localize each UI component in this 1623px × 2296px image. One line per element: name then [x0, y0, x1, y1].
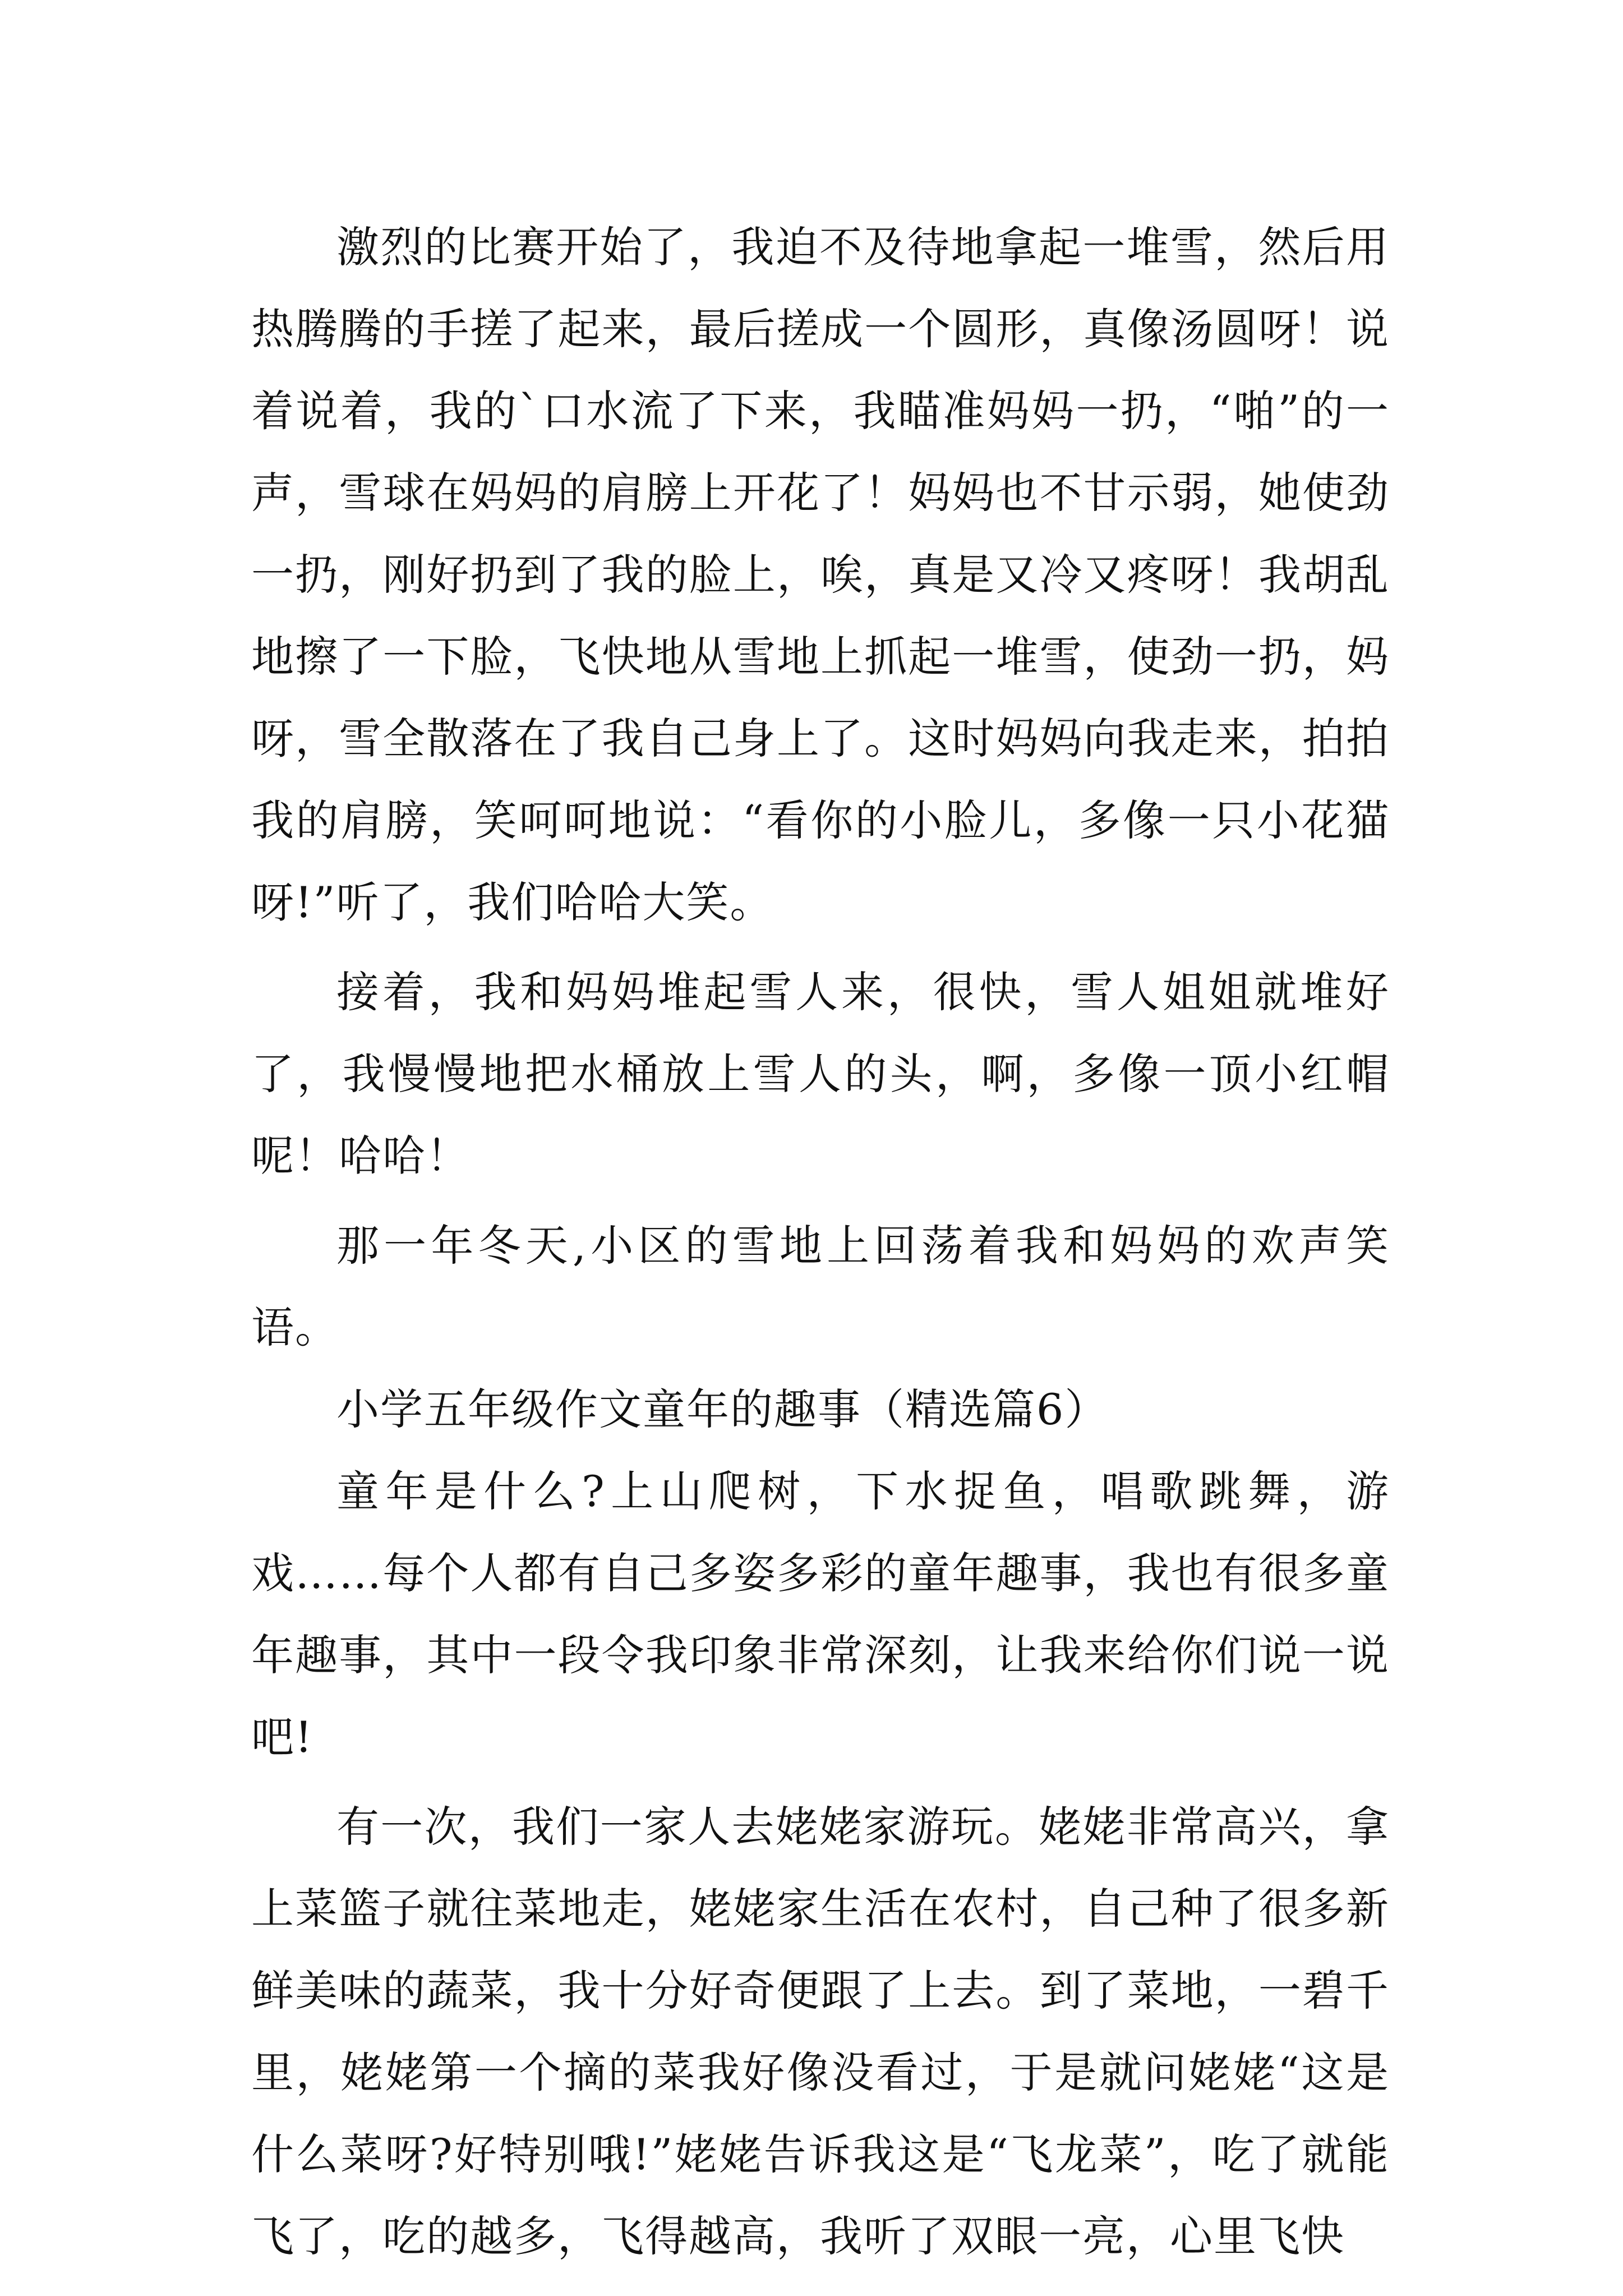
paragraph-winter-ending: 那一年冬天,小区的雪地上回荡着我和妈妈的欢声笑语。 — [251, 1221, 1390, 1352]
paragraph-snowman: 接着，我和妈妈堆起雪人来，很快，雪人姐姐就堆好了，我慢慢地把水桶放上雪人的头，啊，多像一顶小红帽呢！哈哈！ — [251, 967, 1390, 1181]
section-heading: 小学五年级作文童年的趣事（精选篇6） — [336, 1384, 1109, 1434]
paragraph-snowball-fight: 激烈的比赛开始了，我迫不及待地拿起一堆雪，然后用热腾腾的手搓了起来，最后搓成一个圆形，真像汤圆呀！说着说着，我的`口水流了下来，我瞄准妈妈一扔，“啪”的一声，雪球在妈妈的肩膀上开花了！妈妈也不甘示弱，她使劲一扔，刚好扔到了我的脸上，唉，真是又冷又疼呀！我胡乱地擦了一下脸，飞快地从雪地上抓起一堆雪，使劲一扔，妈呀，雪全散落在了我自己身上了。这时妈妈向我走来，拍拍我的肩膀，笑呵呵地说：“看你的小脸儿，多像一只小花猫呀!”听了，我们哈哈大笑。 — [251, 222, 1390, 927]
document-body — [251, 206, 1390, 2277]
paragraph-grandma-visit: 有一次，我们一家人去姥姥家游玩。姥姥非常高兴，拿上菜篮子就往菜地走，姥姥家生活在农村，自己种了很多新鲜美味的蔬菜，我十分好奇便跟了上去。到了菜地，一碧千里，姥姥第一个摘的菜我好像没看过，于是就问姥姥“这是什么菜呀?好特别哦!”姥姥告诉我这是“飞龙菜”，吃了就能飞了，吃的越多，飞得越高，我听了双眼一亮，心里飞快 — [251, 1802, 1390, 2261]
paragraph-childhood-intro: 童年是什么?上山爬树，下水捉鱼，唱歌跳舞，游戏……每个人都有自己多姿多彩的童年趣事，我也有很多童年趣事，其中一段令我印象非常深刻，让我来给你们说一说吧! — [251, 1466, 1390, 1762]
